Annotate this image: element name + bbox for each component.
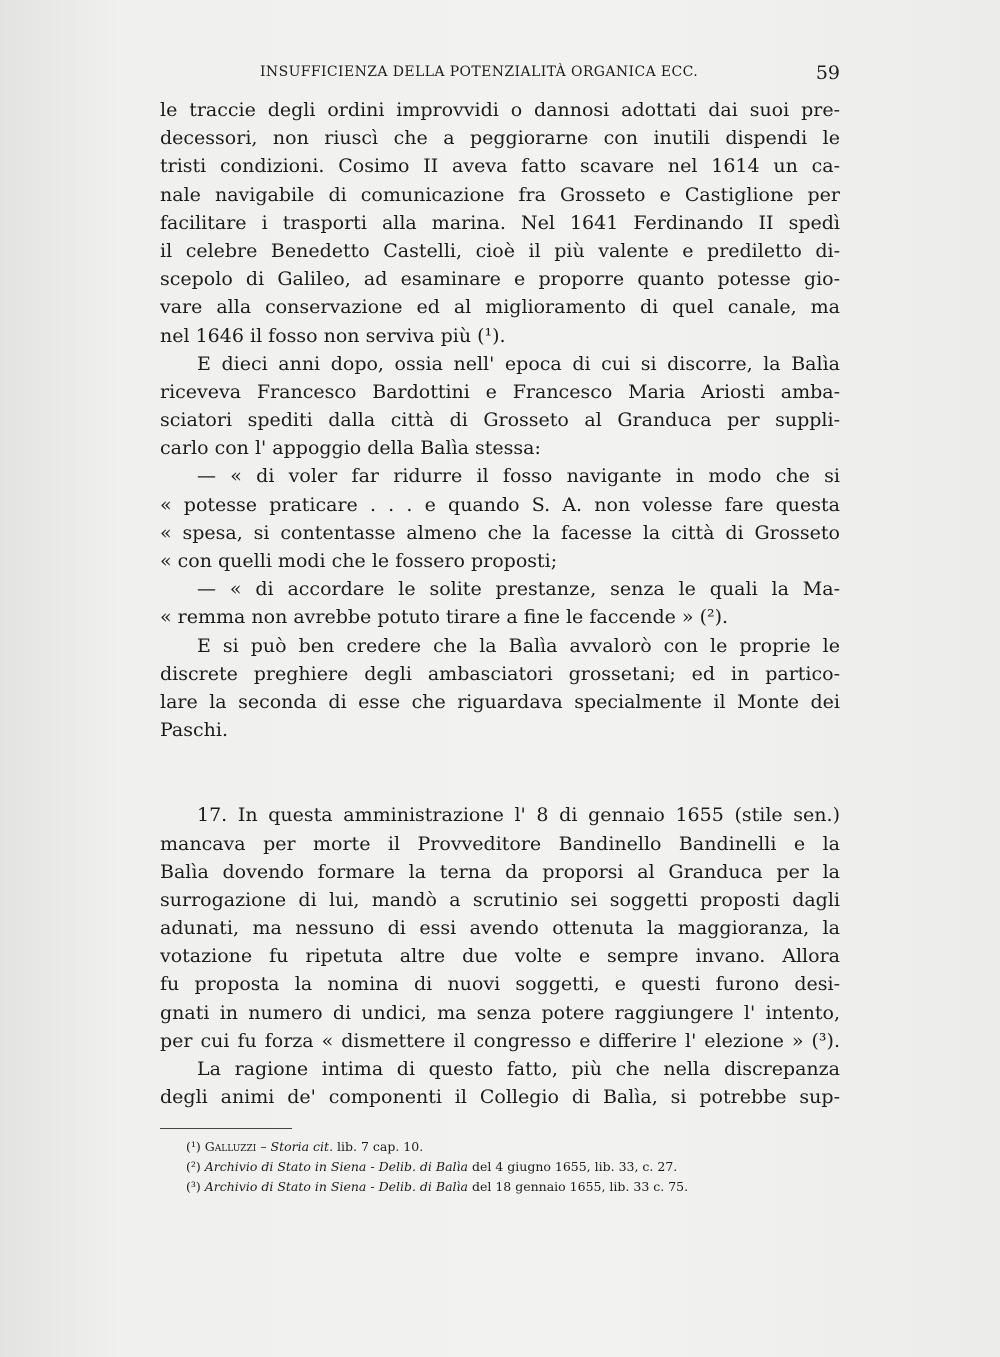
quote-line: « remma non avrebbe potuto tirare a fine le faccende » (²). xyxy=(160,606,729,629)
footnote-title: Delib. di Balìa xyxy=(378,1179,468,1194)
text-line: surrogazione di lui, mandò a scrutinio sei soggetti proposti dagli xyxy=(160,888,840,911)
text-line: adunati, ma nessuno di essi avendo ottenuta la maggioranza, la xyxy=(160,917,840,940)
section-gap xyxy=(160,744,840,801)
footnote-title: Storia cit. xyxy=(270,1139,334,1154)
footnote-mark: (¹) xyxy=(186,1139,201,1154)
text-line: carlo con l' appoggio della Balìa stessa: xyxy=(160,437,541,460)
text-line: E dieci anni dopo, ossia nell' epoca di cui si discorre, la Balìa xyxy=(197,352,840,375)
footnote-separator: - xyxy=(366,1159,379,1174)
text-line: La ragione intima di questo fatto, più che nella discrepanza xyxy=(197,1058,840,1080)
text-line: tristi condizioni. Cosimo II aveva fatto scavare nel 1614 un ca- xyxy=(160,155,840,178)
text-line: Paschi. xyxy=(160,719,229,742)
page-header xyxy=(160,62,840,86)
text-line: gnati in numero di undici, ma senza potere raggiungere l' intento, xyxy=(160,1001,840,1024)
footnote-rule xyxy=(160,1128,292,1129)
text-line: degli animi de' componenti il Collegio di Balìa, si potrebbe sup- xyxy=(160,1086,840,1109)
text-line: discrete preghiere degli ambasciatori grossetani; ed in partico- xyxy=(160,662,840,685)
body-text xyxy=(160,96,840,1111)
quote-line: « con quelli modi che le fossero proposti; xyxy=(160,550,558,572)
footnote-source: Archivio di Stato in Siena xyxy=(204,1159,367,1174)
page-number: 59 xyxy=(815,62,840,84)
text-line: lare la seconda di esse che riguardava specialmente il Monte dei xyxy=(160,690,840,713)
text-line: le traccie degli ordini improvvidi o dannosi adottati dai suoi pre- xyxy=(160,99,840,121)
text-line: nale navigabile di comunicazione fra Grosseto e Castiglione per xyxy=(160,183,840,206)
text-line: votazione fu ripetuta altre due volte e sempre invano. Allora xyxy=(160,945,840,968)
footnote-2 xyxy=(186,1157,846,1177)
text-line: riceveva Francesco Bardottini e Francesco Maria Ariosti amba- xyxy=(160,380,840,403)
text-line: decessori, non riuscì che a peggiorarne con inutili dispendi le xyxy=(160,127,840,150)
footnote-separator: - xyxy=(366,1179,379,1194)
footnote-rest: lib. 7 cap. 10. xyxy=(333,1139,424,1154)
text-line: nel 1646 il fosso non serviva più (¹). xyxy=(160,324,506,347)
footnote-3 xyxy=(186,1177,846,1197)
text-line: mancava per morte il Provveditore Bandinello Bandinelli e la xyxy=(160,832,840,855)
footnote-author: Galluzzi xyxy=(204,1139,257,1154)
section-17-first-line: 17. In questa amministrazione l' 8 di gennaio 1655 (stile sen.) xyxy=(197,804,840,827)
text-line: sciatori spediti dalla città di Grosseto al Granduca per suppli- xyxy=(160,409,840,432)
footnote-title: Delib. di Balìa xyxy=(378,1159,468,1174)
footnote-mark: (³) xyxy=(186,1179,201,1194)
text-line: fu proposta la nomina di nuovi soggetti, e questi furono desi- xyxy=(160,973,840,996)
footnote-rest: del 18 gennaio 1655, lib. 33 c. 75. xyxy=(468,1179,689,1194)
footnotes xyxy=(186,1137,846,1197)
quote-line: — « di accordare le solite prestanze, senza le quali la Ma- xyxy=(197,578,840,601)
footnote-source: Archivio di Stato in Siena xyxy=(204,1179,367,1194)
footnote-rest: del 4 giugno 1655, lib. 33, c. 27. xyxy=(468,1159,678,1174)
footnote-separator: – xyxy=(256,1139,271,1154)
running-title: INSUFFICIENZA DELLA POTENZIALITÀ ORGANICA ECC. xyxy=(260,64,699,80)
footnote-1 xyxy=(186,1137,846,1157)
text-line: facilitare i trasporti alla marina. Nel 1641 Ferdinando II spedì xyxy=(160,211,840,234)
text-line: E si può ben credere che la Balìa avvalorò con le proprie le xyxy=(197,634,840,657)
quote-line: — « di voler far ridurre il fosso navigante in modo che si xyxy=(197,465,840,488)
text-line: Balìa dovendo formare la terna da proporsi al Granduca per la xyxy=(160,860,840,883)
footnote-mark: (²) xyxy=(186,1159,201,1174)
quote-line: « potesse praticare . . . e quando S. A. non volesse fare questa xyxy=(160,493,840,516)
text-line: il celebre Benedetto Castelli, cioè il più valente e prediletto di- xyxy=(160,239,840,262)
text-line: vare alla conservazione ed al miglioramento di quel canale, ma xyxy=(160,296,840,319)
quote-line: « spesa, si contentasse almeno che la facesse la città di Grosseto xyxy=(160,521,840,544)
text-line: scepolo di Galileo, ad esaminare e proporre quanto potesse gio- xyxy=(160,268,840,291)
text-line: per cui fu forza « dismettere il congresso e differire l' elezione » (³). xyxy=(160,1029,840,1052)
